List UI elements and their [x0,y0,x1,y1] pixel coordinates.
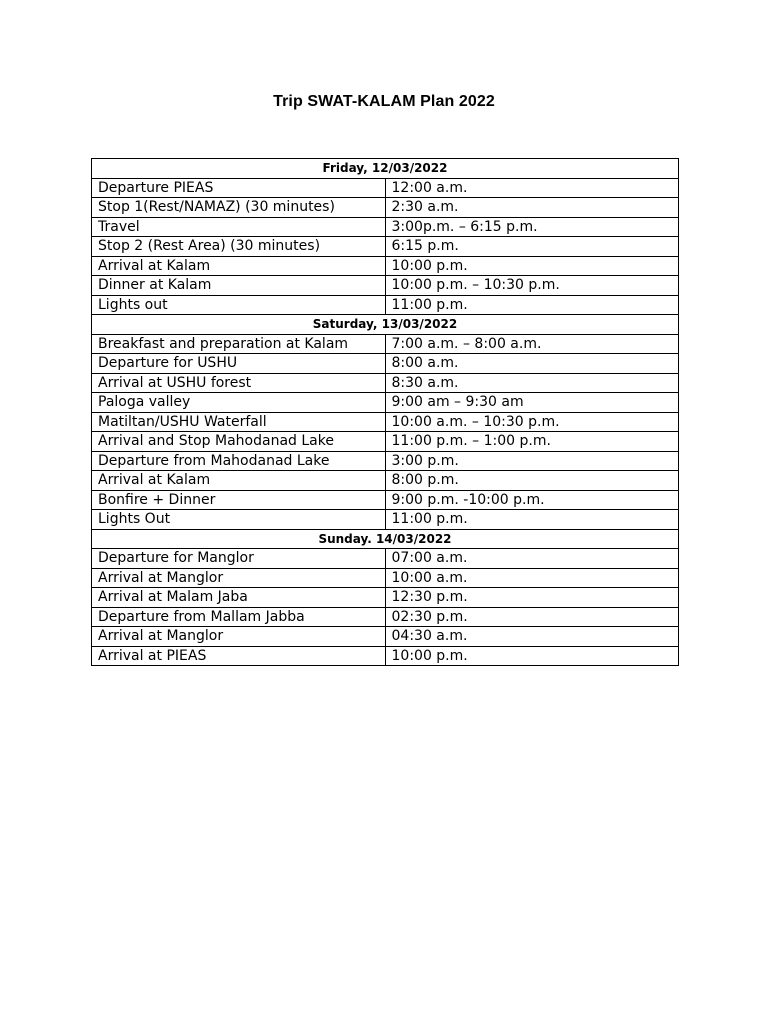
time-cell: 6:15 p.m. [385,237,679,257]
time-cell: 10:00 a.m. [385,568,679,588]
activity-cell: Travel [92,217,386,237]
table-row [92,295,679,315]
activity-cell: Departure for USHU [92,354,386,374]
table-row [92,256,679,276]
table-row [92,568,679,588]
activity-cell: Arrival at PIEAS [92,646,386,666]
time-cell: 11:00 p.m. – 1:00 p.m. [385,432,679,452]
table-row [92,451,679,471]
day-header-row [92,159,679,179]
day-header: Friday, 12/03/2022 [92,159,679,179]
activity-cell: Arrival at Malam Jaba [92,588,386,608]
table-row [92,354,679,374]
table-row [92,334,679,354]
time-cell: 9:00 am – 9:30 am [385,393,679,413]
table-row [92,588,679,608]
activity-cell: Arrival at Manglor [92,627,386,647]
activity-cell: Breakfast and preparation at Kalam [92,334,386,354]
day-header: Saturday, 13/03/2022 [92,315,679,335]
table-row [92,490,679,510]
time-cell: 8:00 p.m. [385,471,679,491]
schedule-table-body [92,159,679,666]
table-row [92,471,679,491]
time-cell: 07:00 a.m. [385,549,679,569]
table-row [92,607,679,627]
table-row [92,412,679,432]
table-row [92,393,679,413]
time-cell: 8:00 a.m. [385,354,679,374]
activity-cell: Dinner at Kalam [92,276,386,296]
time-cell: 11:00 p.m. [385,295,679,315]
activity-cell: Lights Out [92,510,386,530]
time-cell: 2:30 a.m. [385,198,679,218]
table-row [92,178,679,198]
time-cell: 10:00 p.m. – 10:30 p.m. [385,276,679,296]
activity-cell: Departure from Mahodanad Lake [92,451,386,471]
table-row [92,627,679,647]
table-row [92,276,679,296]
time-cell: 02:30 p.m. [385,607,679,627]
time-cell: 12:00 a.m. [385,178,679,198]
activity-cell: Matiltan/USHU Waterfall [92,412,386,432]
table-row [92,646,679,666]
table-row [92,373,679,393]
table-row [92,432,679,452]
time-cell: 11:00 p.m. [385,510,679,530]
activity-cell: Paloga valley [92,393,386,413]
time-cell: 12:30 p.m. [385,588,679,608]
activity-cell: Departure PIEAS [92,178,386,198]
table-row [92,237,679,257]
time-cell: 10:00 p.m. [385,256,679,276]
day-header-row [92,315,679,335]
page-title: Trip SWAT-KALAM Plan 2022 [273,93,495,110]
activity-cell: Arrival at USHU forest [92,373,386,393]
table-row [92,510,679,530]
time-cell: 10:00 a.m. – 10:30 p.m. [385,412,679,432]
time-cell: 9:00 p.m. -10:00 p.m. [385,490,679,510]
table-row [92,217,679,237]
activity-cell: Departure for Manglor [92,549,386,569]
activity-cell: Stop 2 (Rest Area) (30 minutes) [92,237,386,257]
schedule-table [91,158,679,666]
time-cell: 04:30 a.m. [385,627,679,647]
table-row [92,549,679,569]
activity-cell: Lights out [92,295,386,315]
activity-cell: Arrival at Kalam [92,471,386,491]
time-cell: 8:30 a.m. [385,373,679,393]
day-header: Sunday. 14/03/2022 [92,529,679,549]
day-header-row [92,529,679,549]
table-row [92,198,679,218]
time-cell: 7:00 a.m. – 8:00 a.m. [385,334,679,354]
activity-cell: Arrival and Stop Mahodanad Lake [92,432,386,452]
activity-cell: Arrival at Kalam [92,256,386,276]
activity-cell: Arrival at Manglor [92,568,386,588]
time-cell: 3:00 p.m. [385,451,679,471]
time-cell: 3:00p.m. – 6:15 p.m. [385,217,679,237]
activity-cell: Bonfire + Dinner [92,490,386,510]
activity-cell: Departure from Mallam Jabba [92,607,386,627]
activity-cell: Stop 1(Rest/NAMAZ) (30 minutes) [92,198,386,218]
time-cell: 10:00 p.m. [385,646,679,666]
